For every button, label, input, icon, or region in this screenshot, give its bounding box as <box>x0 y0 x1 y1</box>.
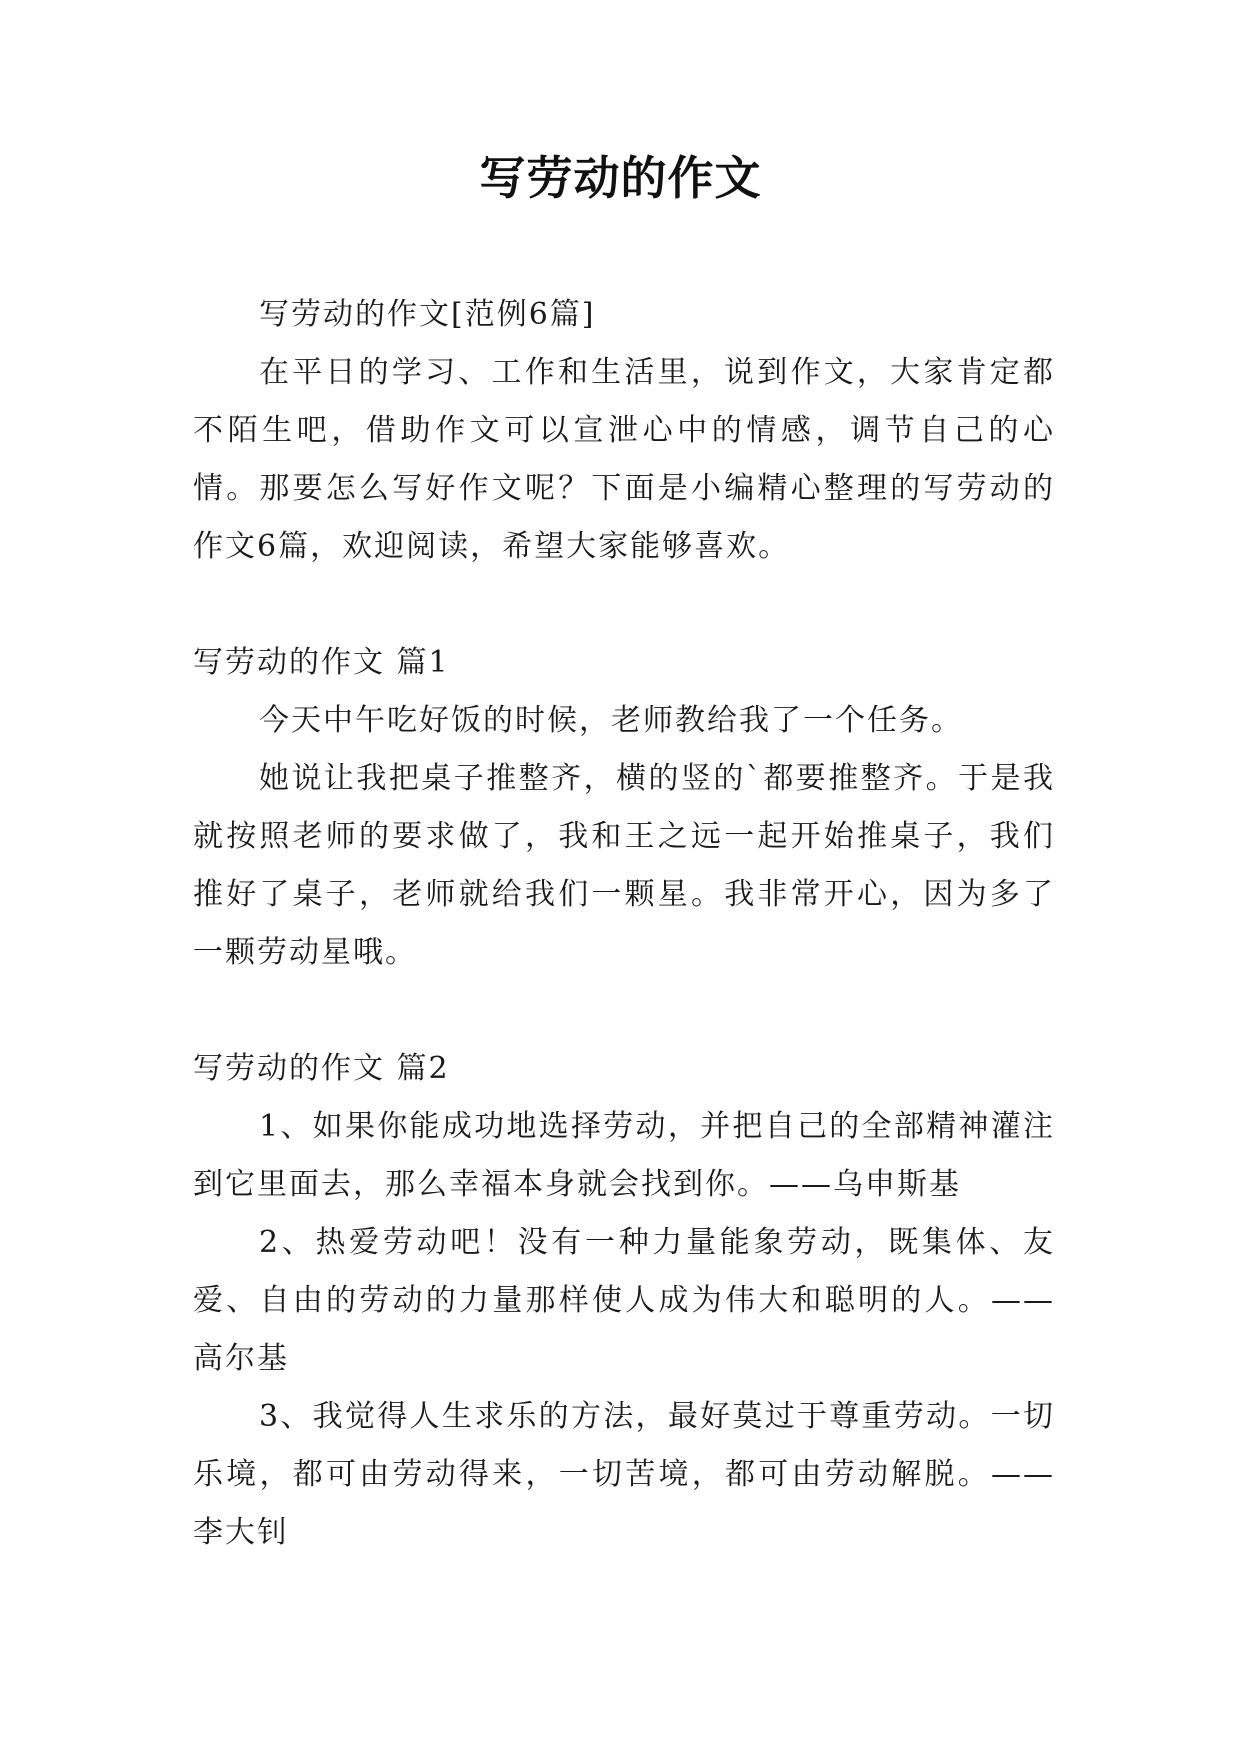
quote-paragraph: 2、热爱劳动吧！没有一种力量能象劳动，既集体、友爱、自由的劳动的力量那样使人成为伟大和聪明的人。——高尔基 <box>193 1225 1055 1376</box>
section-2 <box>193 1040 1055 1562</box>
quote-paragraph: 3、我觉得人生求乐的方法，最好莫过于尊重劳动。一切乐境，都可由劳动得来，一切苦境，都可由劳动解脱。——李大钊 <box>193 1399 1055 1550</box>
section-paragraph: 今天中午吃好饭的时候，老师教给我了一个任务。 <box>259 703 963 738</box>
intro-paragraph: 在平日的学习、工作和生活里，说到作文，大家肯定都不陌生吧，借助作文可以宣泄心中的情感，调节自己的心情。那要怎么写好作文呢？下面是小编精心整理的写劳动的作文6篇，欢迎阅读，希望大家能够喜欢。 <box>193 355 1055 564</box>
section-heading: 写劳动的作文 篇2 <box>193 1051 450 1086</box>
document-title: 写劳动的作文 <box>479 151 762 205</box>
quote-paragraph: 1、如果你能成功地选择劳动，并把自己的全部精神灌注到它里面去，那么幸福本身就会找到你。——乌申斯基 <box>193 1109 1055 1202</box>
section-spacer <box>193 576 1055 634</box>
document-body <box>193 286 1055 1562</box>
subtitle: 写劳动的作文[范例6篇] <box>259 297 596 332</box>
section-heading: 写劳动的作文 篇1 <box>193 645 450 680</box>
section-paragraph: 她说让我把桌子推整齐，横的竖的`都要推整齐。于是我就按照老师的要求做了，我和王之远一起开始推桌子，我们推好了桌子，老师就给我们一颗星。我非常开心，因为多了一颗劳动星哦。 <box>193 761 1055 970</box>
section-1 <box>193 634 1055 982</box>
section-spacer <box>193 982 1055 1040</box>
